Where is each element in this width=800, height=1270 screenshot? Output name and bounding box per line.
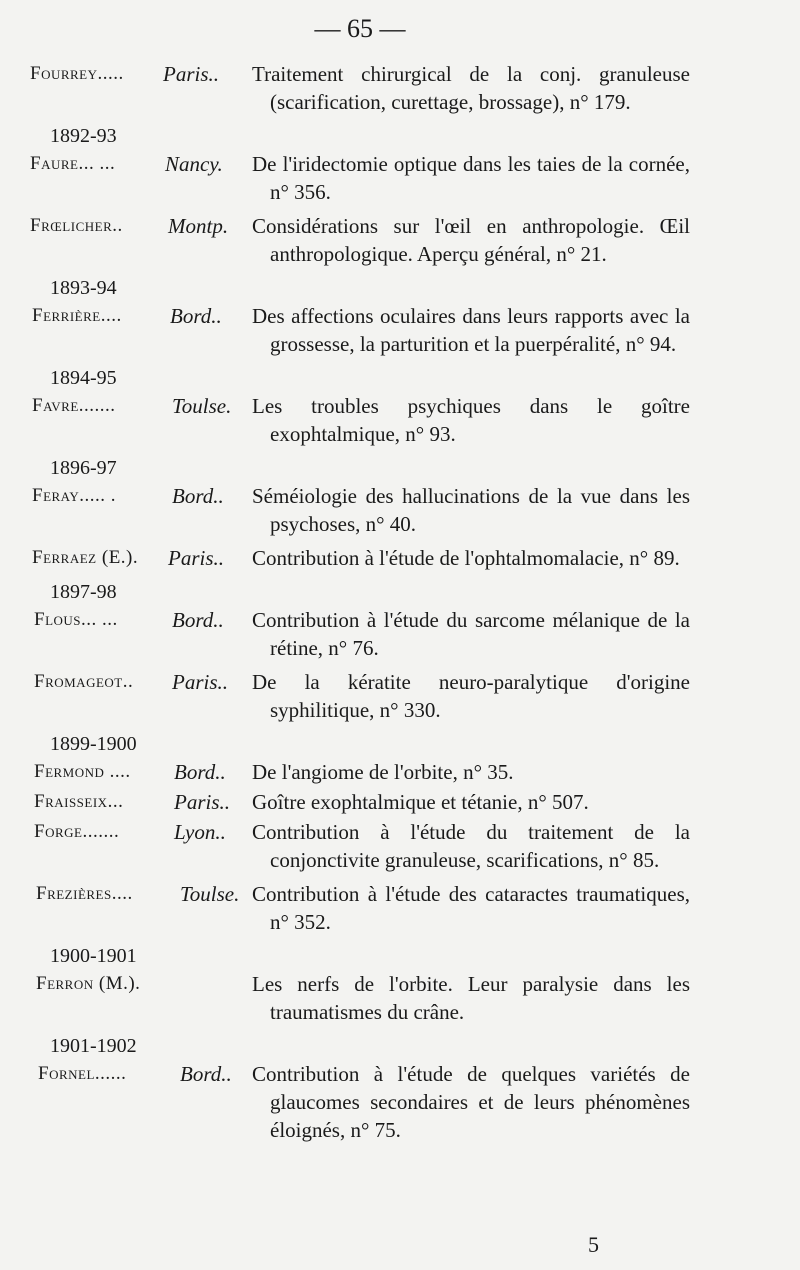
thesis-list bbox=[0, 60, 800, 1150]
thesis-title: Contribution à l'étude de l'ophtalmomalacie, n° 89. bbox=[252, 546, 680, 570]
year-heading: 1899-1900 bbox=[50, 733, 137, 755]
city-name: Bord.. bbox=[172, 608, 224, 632]
thesis-entry bbox=[0, 788, 800, 816]
year-heading: 1901-1902 bbox=[50, 1035, 137, 1057]
author-name: Frezières.... bbox=[36, 883, 133, 904]
thesis-title: De l'iridectomie optique dans les taies de la cornée, n° 356. bbox=[252, 152, 690, 204]
thesis-entry bbox=[0, 880, 800, 936]
city-name: Toulse. bbox=[172, 394, 232, 418]
thesis-entry bbox=[0, 668, 800, 724]
author-name: Fermond .... bbox=[34, 761, 131, 782]
city-name: Bord.. bbox=[172, 484, 224, 508]
author-name: Fourrey..... bbox=[30, 63, 124, 84]
thesis-title: Contribution à l'étude de quelques variétés de glaucomes secondaires et de leurs phénomènes éloignés, n° 75. bbox=[252, 1062, 690, 1142]
city-name: Bord.. bbox=[174, 760, 226, 784]
year-heading: 1896-97 bbox=[50, 457, 117, 479]
author-name: Feray..... . bbox=[32, 485, 117, 506]
city-name: Paris.. bbox=[168, 546, 225, 570]
city-name: Nancy. bbox=[165, 152, 223, 176]
thesis-entry bbox=[0, 1060, 800, 1144]
city-name: Paris.. bbox=[163, 62, 220, 86]
thesis-title: Des affections oculaires dans leurs rapports avec la grossesse, la parturition et la puerpéralité, n° 94. bbox=[252, 304, 690, 356]
author-name: Fromageot.. bbox=[34, 671, 134, 692]
author-name: Fornel...... bbox=[38, 1063, 127, 1084]
thesis-title: Séméiologie des hallucinations de la vue dans les psychoses, n° 40. bbox=[252, 484, 690, 536]
author-name: Forge....... bbox=[34, 821, 120, 842]
author-name: Faure... ... bbox=[30, 153, 116, 174]
year-heading: 1894-95 bbox=[50, 367, 117, 389]
year-heading: 1900-1901 bbox=[50, 945, 137, 967]
city-name: Paris.. bbox=[174, 790, 231, 814]
author-name: Fraisseix... bbox=[34, 791, 124, 812]
thesis-entry bbox=[0, 212, 800, 268]
thesis-title: Goître exophtalmique et tétanie, n° 507. bbox=[252, 790, 589, 814]
city-name: Paris.. bbox=[172, 670, 229, 694]
thesis-entry bbox=[0, 544, 800, 572]
city-name: Bord.. bbox=[180, 1062, 232, 1086]
thesis-entry bbox=[0, 302, 800, 358]
city-name: Lyon.. bbox=[174, 820, 226, 844]
thesis-title: De la kératite neuro-paralytique d'origine syphilitique, n° 330. bbox=[252, 670, 690, 722]
author-name: Ferrière.... bbox=[32, 305, 122, 326]
thesis-title: De l'angiome de l'orbite, n° 35. bbox=[252, 760, 514, 784]
city-name: Bord.. bbox=[170, 304, 222, 328]
thesis-title: Contribution à l'étude des cataractes traumatiques, n° 352. bbox=[252, 882, 690, 934]
thesis-title: Considérations sur l'œil en anthropologie. Œil anthropologique. Aperçu général, n° 21. bbox=[252, 214, 690, 266]
thesis-title: Les nerfs de l'orbite. Leur paralysie dans les traumatismes du crâne. bbox=[252, 972, 690, 1024]
city-name: Toulse. bbox=[180, 882, 240, 906]
thesis-entry bbox=[0, 60, 800, 116]
thesis-entry bbox=[0, 606, 800, 662]
page-header: — 65 — bbox=[314, 14, 406, 43]
author-name: Frœlicher.. bbox=[30, 215, 123, 236]
thesis-title: Contribution à l'étude du sarcome mélanique de la rétine, n° 76. bbox=[252, 608, 690, 660]
thesis-entry bbox=[0, 758, 800, 786]
thesis-title: Contribution à l'étude du traitement de la conjonctivite granuleuse, scarifications, n° 85. bbox=[252, 820, 690, 872]
author-name: Ferron (M.). bbox=[36, 973, 141, 994]
thesis-entry bbox=[0, 150, 800, 206]
thesis-title: Traitement chirurgical de la conj. granuleuse (scarification, curettage, brossage), n° 179. bbox=[252, 62, 690, 114]
thesis-title: Les troubles psychiques dans le goître exophtalmique, n° 93. bbox=[252, 394, 690, 446]
page-footer-number: 5 bbox=[588, 1232, 599, 1257]
author-name: Ferraez (E.). bbox=[32, 547, 139, 568]
thesis-entry bbox=[0, 392, 800, 448]
year-heading: 1893-94 bbox=[50, 277, 117, 299]
thesis-entry bbox=[0, 970, 800, 1026]
year-heading: 1892-93 bbox=[50, 125, 117, 147]
thesis-entry bbox=[0, 818, 800, 874]
city-name: Montp. bbox=[168, 214, 229, 238]
thesis-entry bbox=[0, 482, 800, 538]
author-name: Flous... ... bbox=[34, 609, 118, 630]
year-heading: 1897-98 bbox=[50, 581, 117, 603]
author-name: Favre....... bbox=[32, 395, 116, 416]
